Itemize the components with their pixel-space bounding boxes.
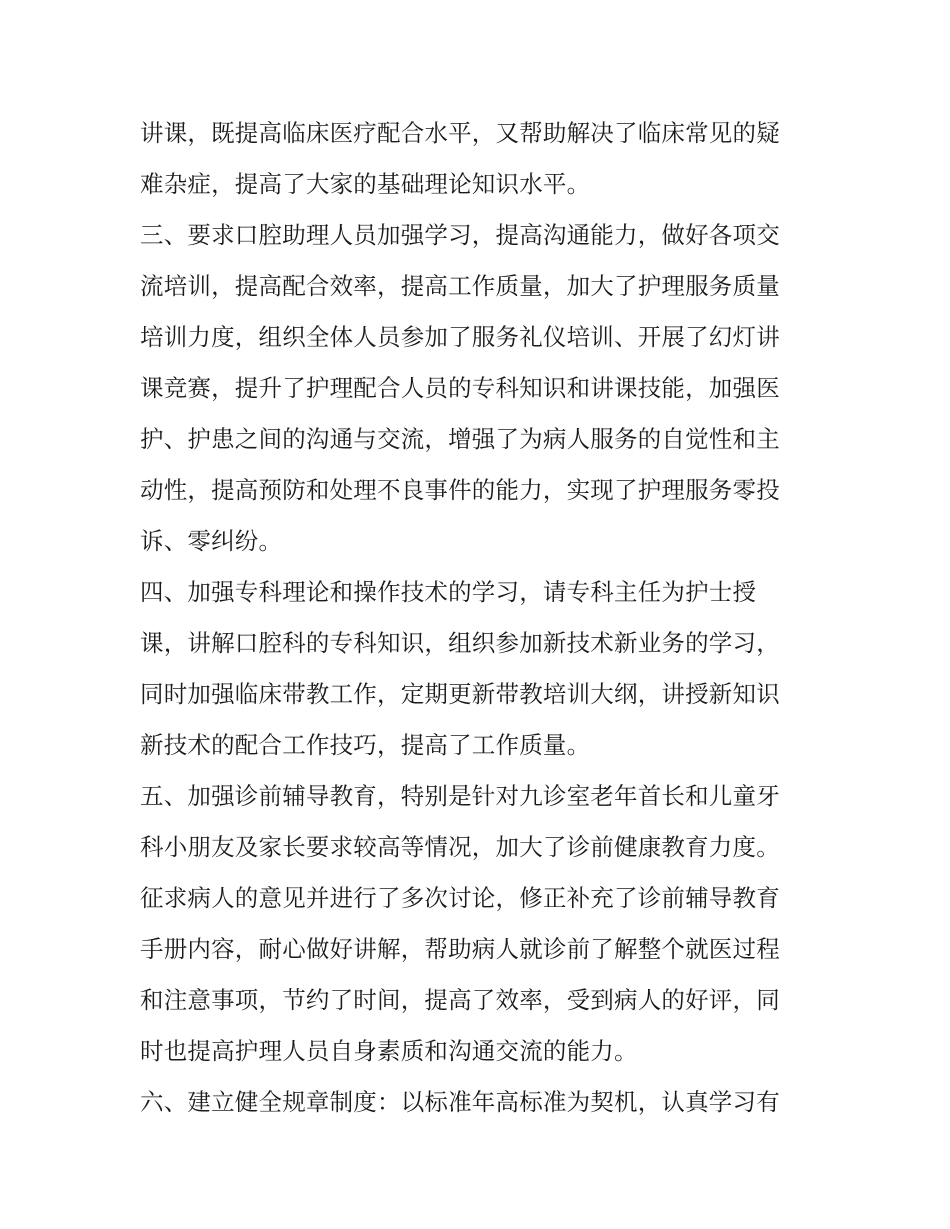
text-line: 难杂症，提高了大家的基础理论知识水平。	[140, 170, 591, 198]
text-line: 三、要求口腔助理人员加强学习，提高沟通能力，做好各项交	[140, 221, 780, 249]
text-line: 时也提高护理人员自身素质和沟通交流的能力。	[140, 1037, 638, 1065]
text-line: 新技术的配合工作技巧，提高了工作质量。	[140, 731, 591, 759]
text-line: 和注意事项，节约了时间，提高了效率，受到病人的好评，同	[140, 986, 780, 1014]
text-line: 同时加强临床带教工作，定期更新带教培训大纲，讲授新知识	[140, 680, 780, 708]
text-line: 六、建立健全规章制度：以标准年高标准为契机，认真学习有	[140, 1088, 780, 1116]
text-line: 五、加强诊前辅导教育，特别是针对九诊室老年首长和儿童牙	[140, 782, 780, 810]
text-line: 手册内容，耐心做好讲解，帮助病人就诊前了解整个就医过程	[140, 935, 780, 963]
text-line: 征求病人的意见并进行了多次讨论，修正补充了诊前辅导教育	[140, 884, 780, 912]
text-line: 诉、零纠纷。	[140, 527, 283, 555]
text-line: 流培训，提高配合效率，提高工作质量，加大了护理服务质量	[140, 272, 780, 300]
text-line: 四、加强专科理论和操作技术的学习，请专科主任为护士授	[140, 578, 757, 606]
text-line: 科小朋友及家长要求较高等情况，加大了诊前健康教育力度。	[140, 833, 780, 861]
text-line: 课竞赛，提升了护理配合人员的专科知识和讲课技能，加强医	[140, 374, 780, 402]
text-line: 动性，提高预防和处理不良事件的能力，实现了护理服务零投	[140, 476, 780, 504]
text-line: 讲课，既提高临床医疗配合水平，又帮助解决了临床常见的疑	[140, 119, 780, 147]
text-line: 护、护患之间的沟通与交流，增强了为病人服务的自觉性和主	[140, 425, 780, 453]
document-body	[140, 108, 820, 1128]
text-line: 培训力度，组织全体人员参加了服务礼仪培训、开展了幻灯讲	[140, 323, 780, 351]
text-line: 课，讲解口腔科的专科知识，组织参加新技术新业务的学习，	[140, 629, 780, 657]
